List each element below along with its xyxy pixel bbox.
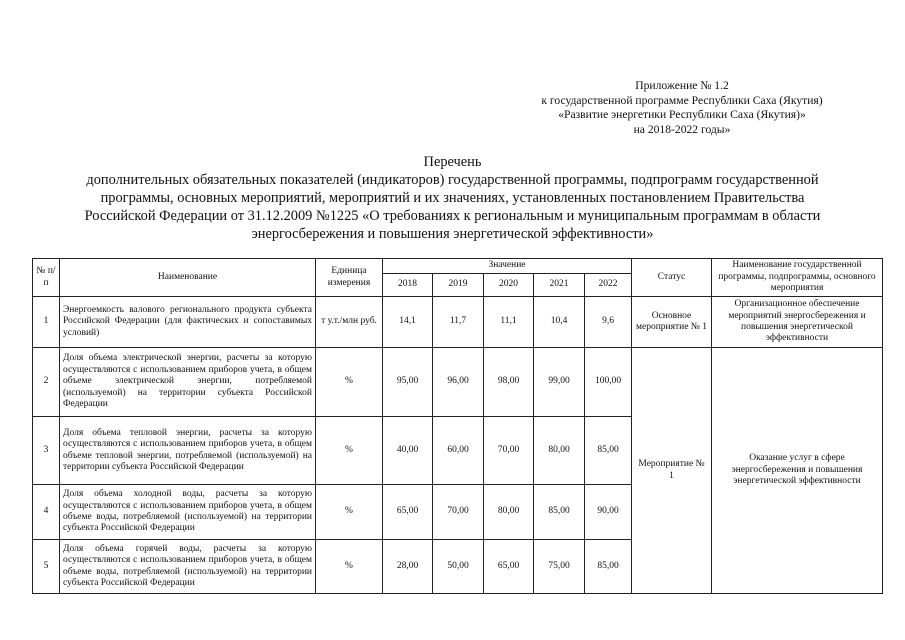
row-value: 85,00: [585, 540, 632, 594]
row-value: 98,00: [484, 348, 534, 417]
row-name: Доля объема горячей воды, расчеты за которую осуществляются с использованием приборов учета, в общем объеме воды, потребляемой (используемой) на территории субъекта Российской Федерации: [60, 540, 316, 594]
appendix-line-2: к государственной программе Республики Саха (Якутия): [541, 93, 823, 107]
row-value: 60,00: [433, 417, 484, 485]
row-program: Организационное обеспечение мероприятий энергосбережения и повышения энергетической эффективности: [712, 297, 883, 348]
row-num: 3: [33, 417, 60, 485]
indicators-table: [32, 258, 883, 594]
row-value: 11,1: [484, 297, 534, 348]
header-unit: Единица измерения: [316, 259, 383, 297]
row-num: 2: [33, 348, 60, 417]
row-value: 100,00: [585, 348, 632, 417]
row-name: Доля объема тепловой энергии, расчеты за которую осуществляются с использованием приборов учета, в общем объеме тепловой энергии, потребляемой (используемой) на территории субъекта Российской Федерации: [60, 417, 316, 485]
row-value: 40,00: [383, 417, 433, 485]
header-year: 2021: [534, 274, 585, 297]
header-year: 2020: [484, 274, 534, 297]
row-name: Доля объема электрической энергии, расчеты за которую осуществляются с использованием приборов учета, в общем объеме электрической энергии, потребляемой (используемой) на территории субъекта Российской Федерации: [60, 348, 316, 417]
header-year: 2018: [383, 274, 433, 297]
table-row: [33, 297, 883, 348]
header-year: 2022: [585, 274, 632, 297]
row-value: 50,00: [433, 540, 484, 594]
appendix-line-1: Приложение № 1.2: [635, 79, 729, 92]
header-value: Значение: [383, 259, 632, 274]
row-value: 85,00: [534, 485, 585, 540]
title-line-4: энергосбережения и повышения энергетической эффективности»: [251, 226, 654, 242]
row-value: 14,1: [383, 297, 433, 348]
merged-program: Оказание услуг в сфере энергосбережения и повышения энергетической эффективности: [712, 348, 883, 594]
row-name: Энергоемкость валового регионального продукта субъекта Российской Федерации (для фактических и сопоставимых условий): [60, 297, 316, 348]
row-value: 10,4: [534, 297, 585, 348]
title-line-2: программы, основных мероприятий, мероприятий и их значениях, установленных постановлением Правительства: [100, 190, 805, 206]
document-title: [40, 153, 865, 243]
row-value: 70,00: [433, 485, 484, 540]
row-unit: т у.т./млн руб.: [316, 297, 383, 348]
header-year: 2019: [433, 274, 484, 297]
row-num: 4: [33, 485, 60, 540]
row-value: 65,00: [484, 540, 534, 594]
row-value: 99,00: [534, 348, 585, 417]
row-unit: %: [316, 485, 383, 540]
row-unit: %: [316, 540, 383, 594]
header-status: Статус: [632, 259, 712, 297]
row-num: 1: [33, 297, 60, 348]
row-value: 28,00: [383, 540, 433, 594]
header-num: № п/п: [33, 259, 60, 297]
row-value: 70,00: [484, 417, 534, 485]
merged-status: Мероприятие № 1: [632, 348, 712, 594]
row-unit: %: [316, 417, 383, 485]
title-line-1: дополнительных обязательных показателей (индикаторов) государственной программы, подпрограмм государственной: [86, 172, 819, 188]
row-value: 90,00: [585, 485, 632, 540]
row-value: 65,00: [383, 485, 433, 540]
row-unit: %: [316, 348, 383, 417]
title-line-3: Российской Федерации от 31.12.2009 №1225 «О требованиях к региональным и муниципальным программам в области: [84, 208, 821, 224]
appendix-line-3: «Развитие энергетики Республики Саха (Якутия)»: [558, 108, 806, 121]
title-heading: Перечень: [423, 154, 482, 170]
row-value: 95,00: [383, 348, 433, 417]
row-value: 11,7: [433, 297, 484, 348]
row-value: 96,00: [433, 348, 484, 417]
row-status: Основное мероприятие № 1: [632, 297, 712, 348]
header-row-1: [33, 259, 883, 274]
table-row: [33, 348, 883, 417]
row-num: 5: [33, 540, 60, 594]
row-value: 80,00: [534, 417, 585, 485]
row-name: Доля объема холодной воды, расчеты за которую осуществляются с использованием приборов учета, в общем объеме воды, потребляемой (используемой) на территории субъекта Российской Федерации: [60, 485, 316, 540]
row-value: 75,00: [534, 540, 585, 594]
row-value: 9,6: [585, 297, 632, 348]
appendix-block: [500, 79, 864, 137]
row-value: 80,00: [484, 485, 534, 540]
header-name: Наименование: [60, 259, 316, 297]
header-program: Наименование государственной программы, подпрограммы, основного мероприятия: [712, 259, 883, 297]
appendix-line-4: на 2018-2022 годы»: [633, 122, 731, 136]
row-value: 85,00: [585, 417, 632, 485]
